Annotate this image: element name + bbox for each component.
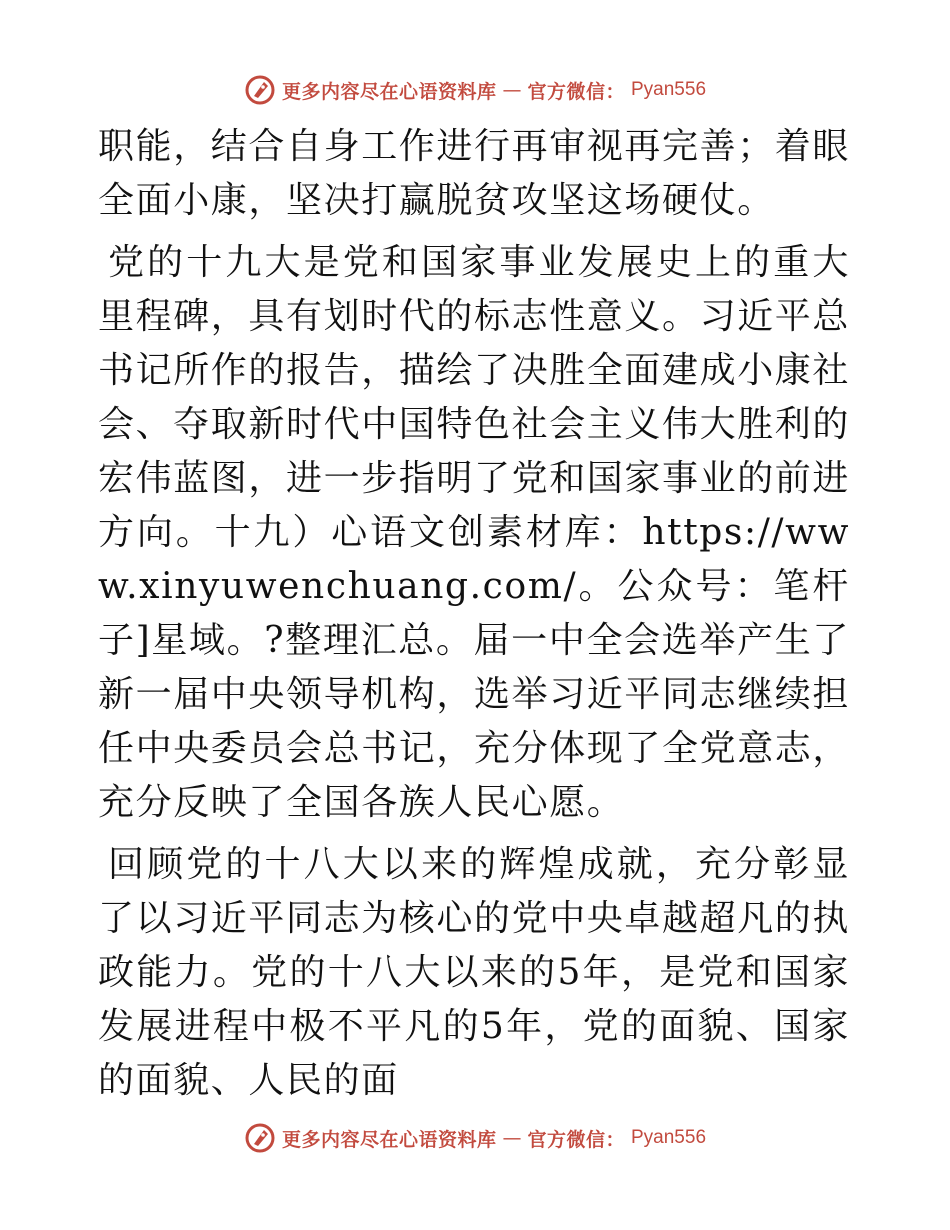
pen-nib-circle-icon — [244, 1122, 276, 1154]
footer-banner-title: 更多内容尽在心语资料库 — [281, 1128, 497, 1151]
document-body — [98, 120, 850, 1116]
footer-banner — [0, 1118, 950, 1158]
footer-banner-contact-id: Pyan556 — [631, 1127, 707, 1148]
header-banner — [0, 70, 950, 110]
banner-contact-label: 官方微信： — [527, 80, 625, 103]
banner-title: 更多内容尽在心语资料库 — [281, 80, 497, 103]
footer-banner-separator: — — [502, 1127, 522, 1149]
pen-nib-circle-icon — [244, 74, 276, 106]
paragraph-2: 党的十九大是党和国家事业发展史上的重大里程碑，具有划时代的标志性意义。习近平总书记所作的报告，描绘了决胜全面建成小康社会、夺取新时代中国特色社会主义伟大胜利的宏伟蓝图，进一步指明了党和国家事业的前进方向。十九）心语文创素材库：https://www.xinyuwenchuang.com/。公众号：笔杆子]星域。?整理汇总。届一中全会选举产生了新一届中央领导机构，选举习近平同志继续担任中央委员会总书记，充分体现了全党意志，充分反映了全国各族人民心愿。 — [98, 242, 851, 823]
banner-contact-id: Pyan556 — [631, 79, 707, 100]
footer-banner-contact-label: 官方微信： — [527, 1128, 625, 1151]
paragraph-1: 职能，结合自身工作进行再审视再完善；着眼全面小康，坚决打赢脱贫攻坚这场硬仗。 — [98, 126, 851, 221]
paragraph-3: 回顾党的十八大以来的辉煌成就，充分彰显了以习近平同志为核心的党中央卓越超凡的执政能力。党的十八大以来的5年，是党和国家发展进程中极不平凡的5年，党的面貌、国家的面貌、人民的面 — [98, 844, 851, 1101]
banner-separator: — — [502, 79, 522, 101]
